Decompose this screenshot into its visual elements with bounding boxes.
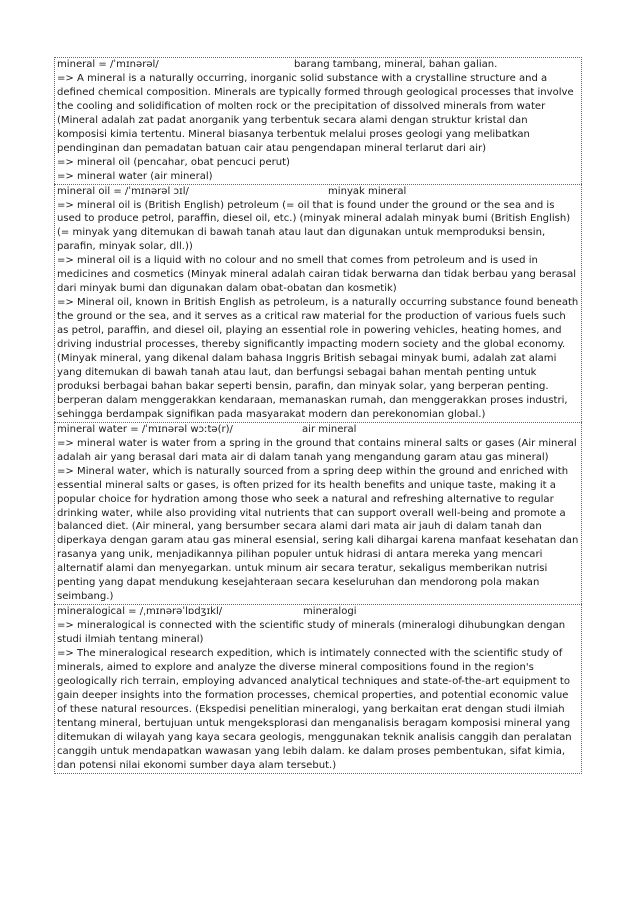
entry-definition-line: => A mineral is a naturally occurring, inorganic solid substance with a crystalline structure and a defined chemical composition. Minerals are typically formed through geological processes that involve the cooling and solidification of molten rock or the precipitation of dissolved minerals from water (Mineral adalah zat padat anorganik yang terbentuk secara alami dengan struktur kristal dan komposisi kimia tertentu. Mineral biasanya terbentuk melalui proses geologi yang melibatkan pendinginan dan pemadatan batuan cair atau pengendapan mineral terlarut dari air) — [57, 72, 574, 154]
entry-term: mineralogical = /ˌmɪnərəˈlɒdʒɪkl/ — [57, 606, 223, 618]
entry-term: mineral = /ˈmɪnərəl/ — [57, 59, 159, 70]
entry-headword — [57, 185, 579, 199]
dictionary-entry — [54, 57, 582, 184]
entry-definition-line: => The mineralogical research expedition, which is intimately connected with the scientific study of minerals, aimed to explore and analyze the diverse mineral compositions found in the region's geologically rich terrain, employing advanced analytical techniques and state-of-the-art equipment to gain deeper insights into the formation processes, chemical properties, and potential economic value of these natural resources. (Ekspedisi penelitian mineralogi, yang berkaitan erat dengan studi ilmiah tentang mineral, bertujuan untuk mengeksplorasi dan menganalisis beragam komposisi mineral yang ditemukan di wilayah yang kaya secara geologis, menggunakan teknik analisis canggih dan peralatan canggih untuk mendapatkan wawasan yang lebih dalam. ke dalam proses pembentukan, sifat kimia, dan potensi nilai ekonomi sumber daya alam tersebut.) — [57, 648, 572, 771]
entry-translation: mineralogi — [303, 606, 357, 618]
dictionary-document — [54, 57, 582, 774]
entry-translation: barang tambang, mineral, bahan galian. — [294, 59, 498, 70]
entry-term: mineral oil = /ˈmɪnərəl ɔɪl/ — [57, 185, 189, 197]
entry-definition-line: => mineral water is water from a spring in the ground that contains mineral salts or gases (Air mineral adalah air yang berasal dari mata air di dalam tanah yang mengandung garam atau gas mineral) — [57, 437, 577, 463]
entry-definition-line: => Mineral water, which is naturally sourced from a spring deep within the ground and enriched with essential mineral salts or gases, is often prized for its health benefits and unique taste, making it a popular choice for hydration among those who seek a natural and refreshing alternative to regular drinking water, while also providing vital nutrients that can support overall well-being and promote a balanced diet. (Air mineral, yang bersumber secara alami dari mata air jauh di dalam tanah dan diperkaya dengan garam atau gas mineral esensial, sering kali dihargai karena manfaat kesehatan dan rasanya yang unik, menjadikannya pilihan populer untuk hidrasi di antara mereka yang mencari alternatif alami dan menyegarkan. untuk minum air secara teratur, sekaligus memberikan nutrisi penting yang dapat mendukung kesejahteraan secara keseluruhan dan mendorong pola makan seimbang.) — [57, 465, 579, 603]
entry-headword — [57, 58, 579, 72]
entry-headword — [57, 605, 579, 619]
entry-translation: air mineral — [302, 423, 357, 435]
entry-definition-line: => Mineral oil, known in British English as petroleum, is a naturally occurring substance found beneath the ground or the sea, and it serves as a critical raw material for the production of various fuels such as petrol, paraffin, and diesel oil, playing an essential role in powering vehicles, heating homes, and driving industrial processes, thereby significantly impacting modern society and the global economy. (Minyak mineral, yang dikenal dalam bahasa Inggris British sebagai minyak bumi, adalah zat alami yang ditemukan di bawah tanah atau laut, dan berfungsi sebagai bahan mentah penting untuk produksi berbagai bahan bakar seperti bensin, parafin, dan minyak solar, yang berperan penting. berperan dalam menggerakkan kendaraan, memanaskan rumah, dan menggerakkan proses industri, sehingga berdampak signifikan pada masyarakat modern dan perekonomian global.) — [57, 297, 579, 420]
entry-definition-line: => mineral oil is a liquid with no colour and no smell that comes from petroleum and is used in medicines and cosmetics (Minyak mineral adalah cairan tidak berwarna dan tidak berbau yang berasal dari minyak bumi dan digunakan dalam obat-obatan dan kosmetik) — [57, 255, 577, 295]
entry-headword — [57, 423, 579, 437]
entry-term: mineral water = /ˈmɪnərəl wɔːtə(r)/ — [57, 423, 233, 435]
entry-definition-line: => mineralogical is connected with the scientific study of minerals (mineralogi dihubungkan dengan studi ilmiah tentang mineral) — [57, 620, 566, 646]
dictionary-entry — [54, 422, 582, 604]
dictionary-entry — [54, 184, 582, 422]
entry-definition-line: => mineral water (air mineral) — [57, 170, 213, 182]
entry-definition-line: => mineral oil is (British English) petroleum (= oil that is found under the ground or the sea and is used to produce petrol, paraffin, diesel oil, etc.) (minyak mineral adalah minyak bumi (British English) (= minyak yang ditemukan di bawah tanah atau laut dan digunakan untuk memproduksi bensin, parafin, minyak solar, dll.)) — [57, 199, 571, 253]
dictionary-entry — [54, 604, 582, 773]
entry-definition-line: => mineral oil (pencahar, obat pencuci perut) — [57, 156, 290, 168]
entry-translation: minyak mineral — [328, 185, 407, 197]
